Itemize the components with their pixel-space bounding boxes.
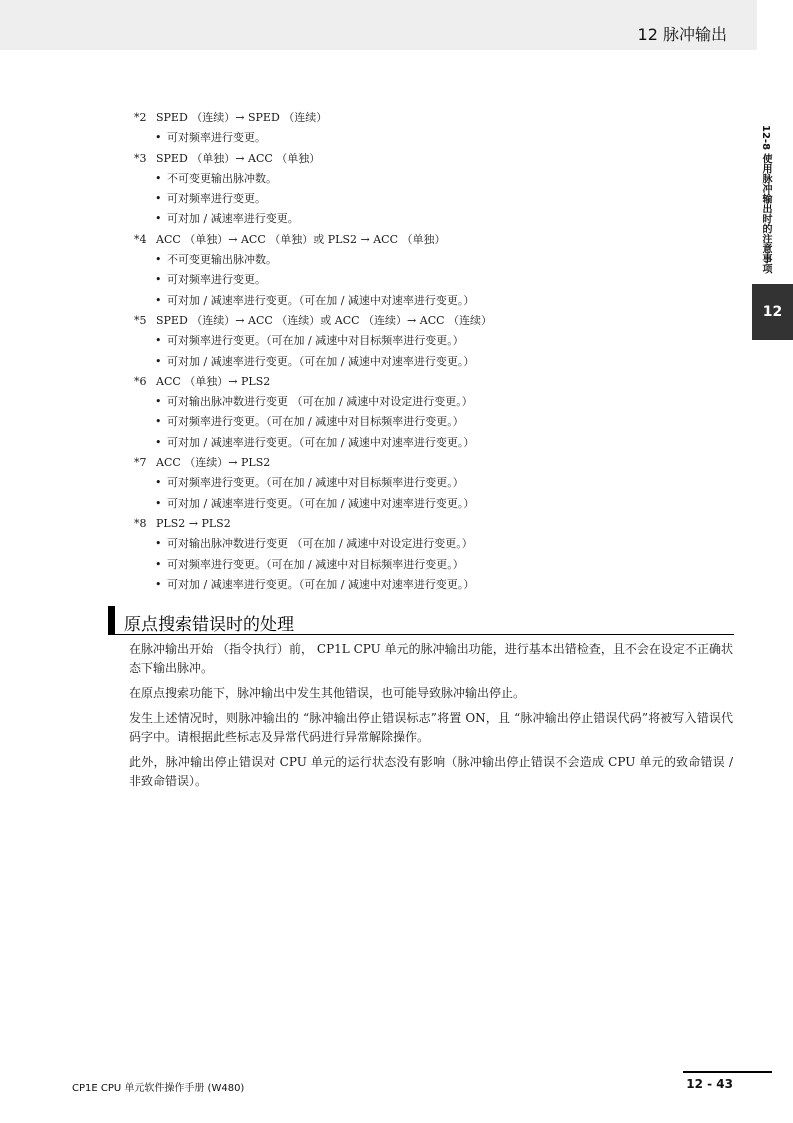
bullet-dot-icon: •	[155, 192, 162, 206]
bullet-dot-icon: •	[155, 537, 162, 551]
bullet-text: 可对加 / 减速率进行变更。（可在加 / 减速中对速率进行变更。）	[167, 496, 475, 510]
note-title: ACC （连续）→ PLS2	[156, 456, 271, 470]
note-heading	[134, 453, 734, 473]
bullet-text: 不可变更输出脉冲数。	[167, 171, 277, 185]
bullet-item	[134, 575, 734, 595]
page-number: 12 - 43	[686, 1077, 733, 1091]
note-heading	[134, 149, 734, 169]
bullet-dot-icon: •	[155, 415, 162, 429]
chapter-title: 12 脉冲输出	[637, 25, 727, 44]
note-title: ACC （单独）→ ACC （单独）或 PLS2 → ACC （单独）	[156, 232, 446, 246]
bullet-item	[134, 352, 734, 372]
bullet-dot-icon: •	[155, 435, 162, 449]
note-title: SPED （连续）→ SPED （连续）	[156, 111, 328, 124]
bullet-dot-icon: •	[155, 293, 162, 307]
bullet-item	[134, 392, 734, 412]
bullet-item	[134, 534, 734, 554]
note-title: SPED （单独）→ ACC （单独）	[156, 151, 321, 165]
bullet-dot-icon: •	[155, 354, 162, 368]
bullet-text: 可对加 / 减速率进行变更。（可在加 / 减速中对速率进行变更。）	[167, 293, 475, 307]
bullet-item	[134, 331, 734, 351]
note-title: ACC （单独）→ PLS2	[156, 374, 271, 388]
paragraph: 在原点搜索功能下，脉冲输出中发生其他错误，也可能导致脉冲输出停止。	[129, 686, 526, 700]
bullet-dot-icon: •	[155, 273, 162, 287]
bullet-text: 可对加 / 减速率进行变更。（可在加 / 减速中对速率进行变更。）	[167, 577, 475, 591]
bullet-dot-icon: •	[155, 395, 162, 409]
manual-title: CP1E CPU 单元软件操作手册 (W480)	[72, 1083, 245, 1094]
note-heading	[134, 372, 734, 392]
bullet-dot-icon: •	[155, 253, 162, 267]
bullet-item	[134, 473, 734, 493]
note-title: SPED （连续）→ ACC （连续）或 ACC （连续）→ ACC （连续）	[156, 313, 493, 327]
bullet-dot-icon: •	[155, 131, 162, 145]
note-number: *5	[134, 313, 147, 327]
note-heading	[134, 311, 734, 331]
bullet-text: 可对频率进行变更。	[167, 131, 266, 145]
note-number: *8	[134, 516, 147, 530]
bullet-item	[134, 250, 734, 270]
footer-rule	[683, 1071, 772, 1073]
bullet-text: 可对频率进行变更。（可在加 / 减速中对目标频率进行变更。）	[167, 334, 464, 348]
bullet-text: 可对输出脉冲数进行变更 （可在加 / 减速中对设定进行变更。）	[167, 537, 473, 551]
bullet-item	[134, 433, 734, 453]
bullet-text: 可对频率进行变更。（可在加 / 减速中对目标频率进行变更。）	[167, 415, 464, 429]
bullet-dot-icon: •	[155, 476, 162, 490]
bullet-text: 可对频率进行变更。	[167, 192, 266, 206]
section-heading	[108, 604, 734, 635]
note-number: *4	[134, 232, 147, 246]
note-heading	[134, 230, 734, 250]
paragraph: 此外，脉冲输出停止错误对 CPU 单元的运行状态没有影响（脉冲输出停止错误不会造成 CPU 单元的致命错误 / 非致命错误）。	[129, 755, 733, 788]
bullet-dot-icon: •	[155, 577, 162, 591]
bullet-dot-icon: •	[155, 334, 162, 348]
bullet-item	[134, 494, 734, 514]
bullet-dot-icon: •	[155, 171, 162, 185]
bullet-item	[134, 412, 734, 432]
bullet-item	[134, 270, 734, 290]
paragraph: 在脉冲输出开始 （指令执行）前， CP1L CPU 单元的脉冲输出功能，进行基本出错检查，且不会在设定不正确状态下输出脉冲。	[129, 642, 733, 675]
bullet-item	[134, 189, 734, 209]
bullet-item	[134, 291, 734, 311]
note-heading	[134, 514, 734, 534]
note-number: *3	[134, 151, 147, 165]
note-number: *6	[134, 374, 147, 388]
bullet-text: 可对频率进行变更。（可在加 / 减速中对目标频率进行变更。）	[167, 476, 464, 490]
chapter-tab: 12	[752, 284, 793, 340]
side-section-label: 12-8 使用脉冲输出时的注意事项	[760, 125, 771, 274]
section-body	[129, 640, 733, 797]
bullet-text: 不可变更输出脉冲数。	[167, 253, 277, 267]
notes-list	[134, 108, 734, 595]
bullet-dot-icon: •	[155, 212, 162, 226]
paragraph: 发生上述情况时，则脉冲输出的 “脉冲输出停止错误标志”将置 ON，且 “脉冲输出停止错误代码”将被写入错误代码字中。请根据此些标志及异常代码进行异常解除操作。	[129, 711, 733, 744]
section-title: 原点搜索错误时的处理	[124, 615, 294, 635]
bullet-dot-icon: •	[155, 496, 162, 510]
bullet-text: 可对加 / 减速率进行变更。（可在加 / 减速中对速率进行变更。）	[167, 435, 475, 449]
bullet-text: 可对频率进行变更。	[167, 273, 266, 287]
bullet-dot-icon: •	[155, 557, 162, 571]
bullet-item	[134, 128, 734, 148]
note-number: *2	[134, 111, 147, 124]
bullet-item	[134, 209, 734, 229]
bullet-text: 可对输出脉冲数进行变更 （可在加 / 减速中对设定进行变更。）	[167, 395, 473, 409]
note-heading	[134, 108, 734, 128]
bullet-item	[134, 555, 734, 575]
bullet-item	[134, 169, 734, 189]
note-title: PLS2 → PLS2	[156, 516, 231, 530]
bullet-text: 可对加 / 减速率进行变更。（可在加 / 减速中对速率进行变更。）	[167, 354, 475, 368]
note-number: *7	[134, 456, 147, 470]
bullet-text: 可对加 / 减速率进行变更。	[167, 212, 299, 226]
bullet-text: 可对频率进行变更。（可在加 / 减速中对目标频率进行变更。）	[167, 557, 464, 571]
section-marker-bar	[108, 606, 115, 634]
